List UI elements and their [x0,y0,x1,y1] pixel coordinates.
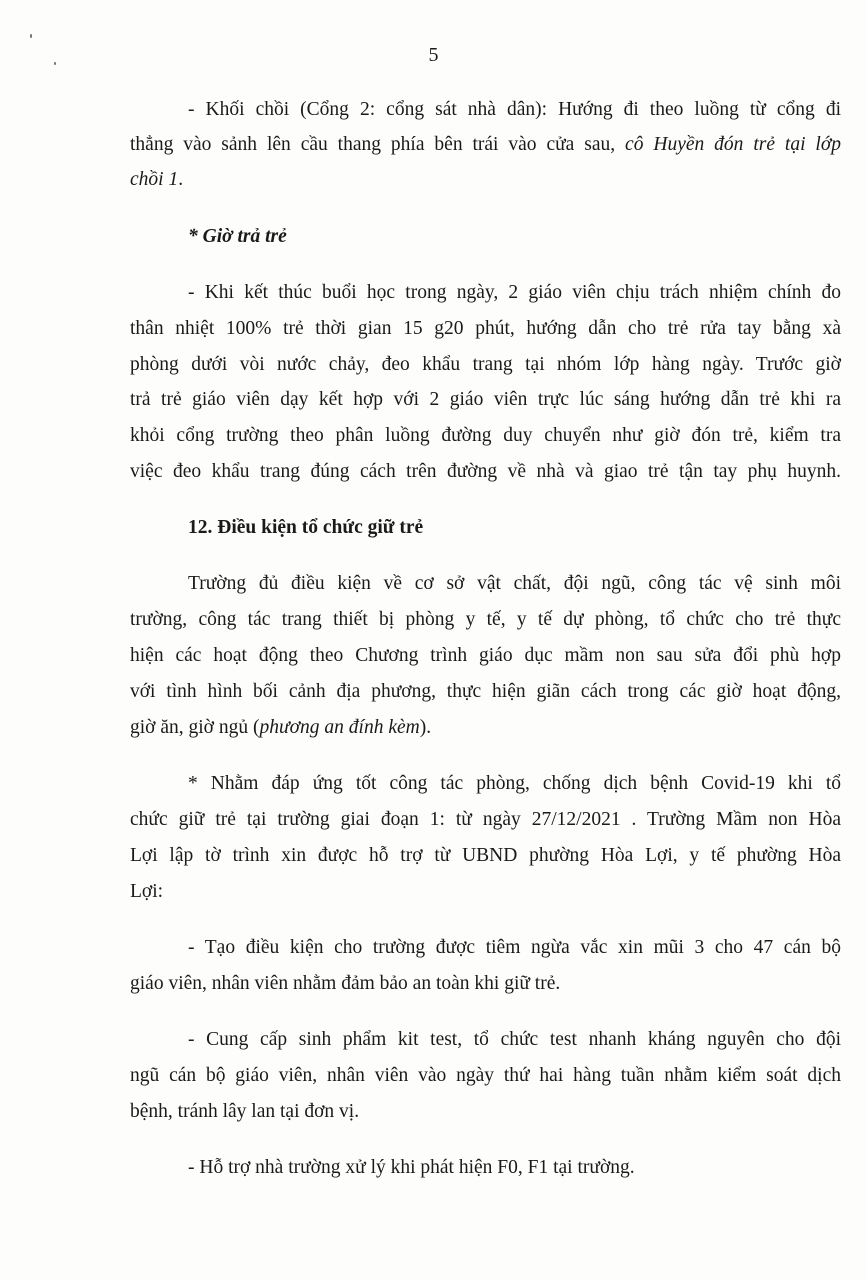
gio-tra-tre-heading: * Giờ trả trẻ [188,226,287,247]
gio-tra-tre-line-6: việc đeo khẩu trang đúng cách trên đường về nhà và giao trẻ tận tay phụ huynh. [130,461,841,482]
request-3-line-1: - Hỗ trợ nhà trường xử lý khi phát hiện F0, F1 tại trường. [188,1157,635,1178]
section-12-line-2: trường, công tác trang thiết bị phòng y tế, y tế dự phòng, tổ chức cho trẻ thực [130,609,841,630]
request-2-line-1: - Cung cấp sinh phẩm kit test, tổ chức test nhanh kháng nguyên cho đội [188,1029,841,1050]
section-12-line-4: với tình hình bối cảnh địa phương, thực hiện giãn cách trong các giờ hoạt động, [130,681,841,702]
covid-support-line-4: Lợi: [130,881,164,902]
covid-support-line-2: chức giữ trẻ tại trường giai đoạn 1: từ ngày 27/12/2021 . Trường Mầm non Hòa [130,809,841,830]
gio-tra-tre-line-5: khỏi cổng trường theo phân luồng đường duy chuyển như giờ đón trẻ, kiểm tra [130,425,841,446]
section-12-line-1: Trường đủ điều kiện về cơ sở vật chất, đội ngũ, công tác vệ sinh môi [188,573,841,594]
section-12-line-5: giờ ăn, giờ ngủ (phương an đính kèm). [130,717,432,738]
request-1-line-1: - Tạo điều kiện cho trường được tiêm ngừa vắc xin mũi 3 cho 47 cán bộ [188,937,841,958]
gio-tra-tre-line-1: - Khi kết thúc buổi học trong ngày, 2 giáo viên chịu trách nhiệm chính đo [188,282,841,303]
request-2-line-2: ngũ cán bộ giáo viên, nhân viên vào ngày thứ hai hàng tuần nhằm kiểm soát dịch [130,1065,841,1086]
khoi-choi-line-1: - Khối chồi (Cổng 2: cổng sát nhà dân): Hướng đi theo luồng từ cổng đi [188,99,841,120]
gio-tra-tre-line-3: phòng dưới vòi nước chảy, đeo khẩu trang tại nhóm lớp hàng ngày. Trước giờ [130,354,841,375]
covid-support-line-3: Lợi lập tờ trình xin được hỗ trợ từ UBND phường Hòa Lợi, y tế phường Hòa [130,845,841,866]
khoi-choi-line-2: thẳng vào sảnh lên cầu thang phía bên trái vào cửa sau, cô Huyền đón trẻ tại lớp [130,134,841,155]
khoi-choi-line-3: chồi 1. [130,169,184,190]
section-12-line-3: hiện các hoạt động theo Chương trình giáo dục mầm non sau sửa đổi phù hợp [130,645,841,666]
scan-speck [30,34,32,38]
section-12-heading: 12. Điều kiện tổ chức giữ trẻ [188,517,424,538]
gio-tra-tre-line-4: trả trẻ giáo viên dạy kết hợp với 2 giáo viên trực lúc sáng hướng dẫn trẻ khi ra [130,389,841,410]
page-number: 5 [428,44,439,66]
gio-tra-tre-line-2: thân nhiệt 100% trẻ thời gian 15 g20 phút, hướng dẫn cho trẻ rửa tay bằng xà [130,318,841,339]
request-2-line-3: bệnh, tránh lây lan tại đơn vị. [130,1101,360,1122]
request-1-line-2: giáo viên, nhân viên nhằm đảm bảo an toàn khi giữ trẻ. [130,973,561,994]
covid-support-line-1: * Nhằm đáp ứng tốt công tác phòng, chống dịch bệnh Covid-19 khi tổ [188,773,841,794]
